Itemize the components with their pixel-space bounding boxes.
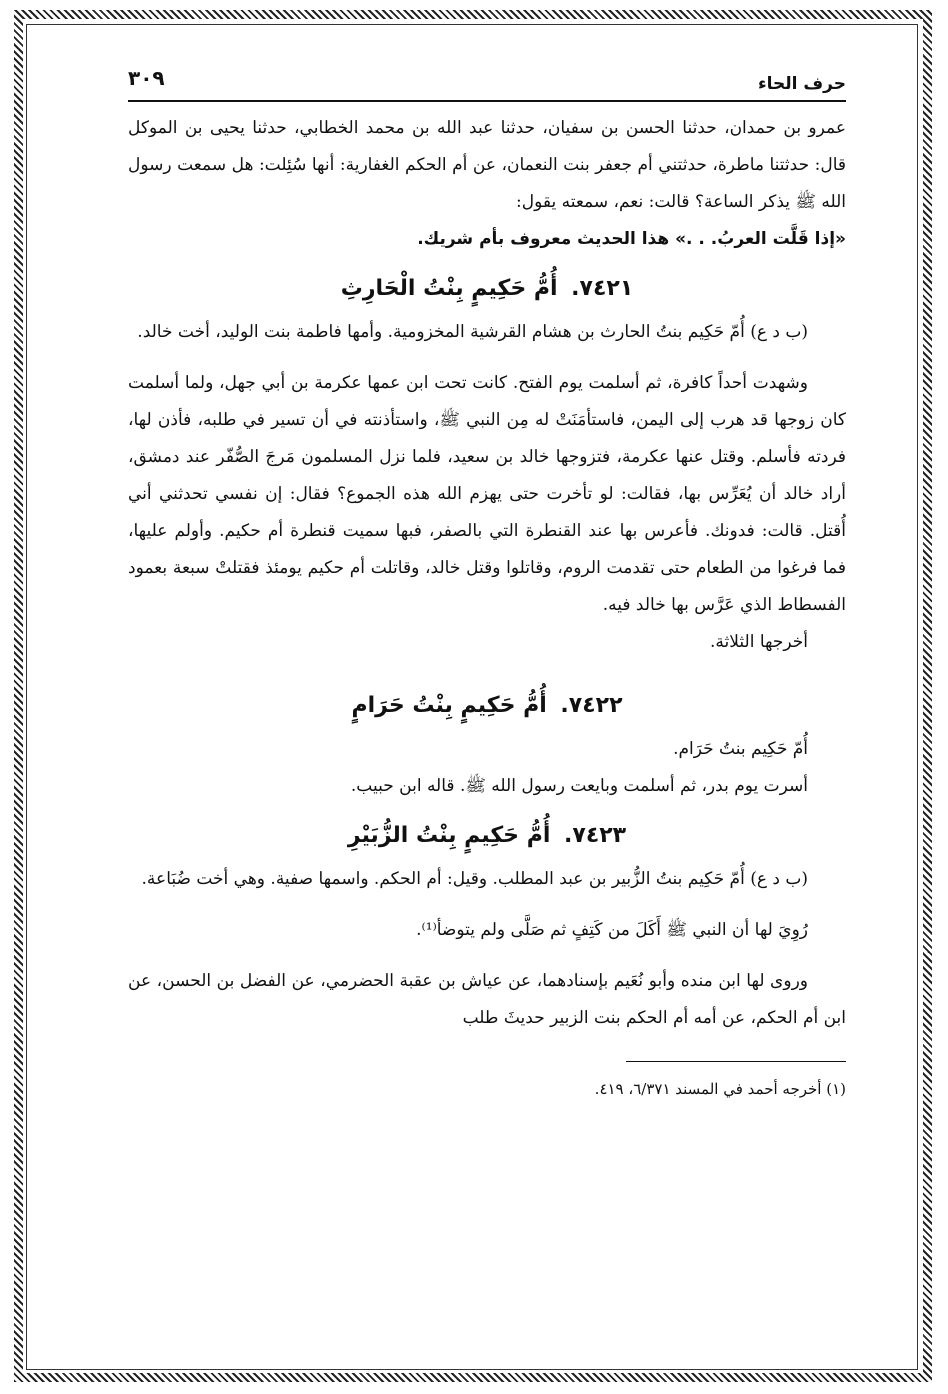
- footnote: (١) أخرجه أحمد في المسند ٦/٣٧١، ٤١٩.: [594, 1080, 846, 1098]
- entry-paragraph: وشهدت أحداً كافرة، ثم أسلمت يوم الفتح. كانت تحت ابن عمها عكرمة بن أبي جهل، ولما أسلمت كان زوجها قد هرب إلى اليمن، فاستأمَنَتْ له مِن النبي ﷺ، واستأذنته في أن تسير في طلبه، فأذن لها، فردته فأسلم. وقتل عنها عكرمة، فتزوجها خالد بن سعيد، فلما نزل المسلمون مَرجَ الصُّفّر عند دمشق، أراد خالد أن يُعَرِّس بها، فقالت: لو تأخرت حتى يهزم الله هذه الجموع؟ فقال: إن نفسي تحدثني أني أُقتل. قالت: فدونك. فأعرس بها عند القنطرة التي بالصفر، فبها سميت قنطرة أم حكيم. وأولم عليها، فما فرغوا من الطعام حتى تقدمت الروم، وقاتلوا وقتل خالد، وقاتلت أم حكيم يومئذ فقتلتْ سبعة بعمود الفسطاط الذي عَرَّس بها خالد فيه.: [128, 373, 846, 615]
- entry-name: أُمُّ حَكِيمٍ بِنْتُ الْحَارِثِ: [340, 276, 558, 301]
- continued-paragraph: عمرو بن حمدان، حدثنا الحسن بن سفيان، حدثنا عبد الله بن محمد الخطابي، حدثنا يحيى بن الموكل قال: حدثتنا ماطرة، حدثتني أم جعفر بنت النعمان، عن أم الحكم الغفارية: أنها سُئِلت: هل سمعت رسول الله ﷺ يذكر الساعة؟ قالت: نعم، سمعته يقول:: [128, 118, 846, 212]
- entry-heading: [128, 813, 846, 859]
- entry-number: ٧٤٢١.: [571, 276, 634, 301]
- entry-paragraph: (ب د ع) أُمّ حَكِيم بنتُ الزُّبير بن عبد المطلب. وقيل: أم الحكم. واسمها صفية. وهي أخت ضُبَاعة.: [141, 869, 808, 889]
- entry-paragraph: وروى لها ابن منده وأبو نُعَيم بإسنادهما، عن عياش بن عقبة الحضرمي، عن الفضل بن الحسن، عن ابن أم الحكم، عن أمه أم الحكم بنت الزبير حديثَ طلب: [128, 971, 846, 1028]
- running-head: [128, 60, 846, 102]
- entry-name: أُمُّ حَكِيمٍ بِنْتُ الزُّبَيْرِ: [347, 823, 551, 848]
- entry-paragraph: أُمّ حَكِيم بنتُ حَرَام.: [673, 739, 808, 759]
- entry-paragraph: رُوِيَ لها أن النبي ﷺ أَكَلَ من كَتِفٍ ثم صَلَّى ولم يتوضأ⁽¹⁾.: [416, 920, 808, 940]
- entry-number: ٧٤٢٣.: [564, 823, 627, 848]
- entry-paragraph: (ب د ع) أُمّ حَكِيم بنتُ الحارث بن هشام القرشية المخزومية. وأمها فاطمة بنت الوليد، أخت خالد.: [137, 322, 808, 342]
- chapter-title: حرف الحاء: [757, 74, 846, 94]
- entry-paragraph: أسرت يوم بدر، ثم أسلمت وبايعت رسول الله ﷺ. قاله ابن حبيب.: [350, 776, 808, 796]
- entry-number: ٧٤٢٢.: [560, 693, 623, 718]
- entry-heading: [128, 266, 846, 312]
- book-page: [128, 60, 846, 1320]
- spacer: [128, 351, 846, 365]
- entry-paragraph: أخرجها الثلاثة.: [710, 632, 808, 652]
- footnote-rule: [626, 1061, 846, 1062]
- spacer: [128, 898, 846, 912]
- page-number: ٣٠٩: [128, 66, 165, 90]
- spacer: [128, 661, 846, 675]
- entry-name: أُمُّ حَكِيمٍ بِنْتُ حَرَامٍ: [351, 693, 547, 718]
- page-body: [128, 110, 846, 1104]
- hadith-quote-line: «إذا قَلَّت العربُ. . .» هذا الحديث معروف بأم شريك.: [417, 229, 846, 249]
- entry-heading: [128, 683, 846, 729]
- spacer: [128, 949, 846, 963]
